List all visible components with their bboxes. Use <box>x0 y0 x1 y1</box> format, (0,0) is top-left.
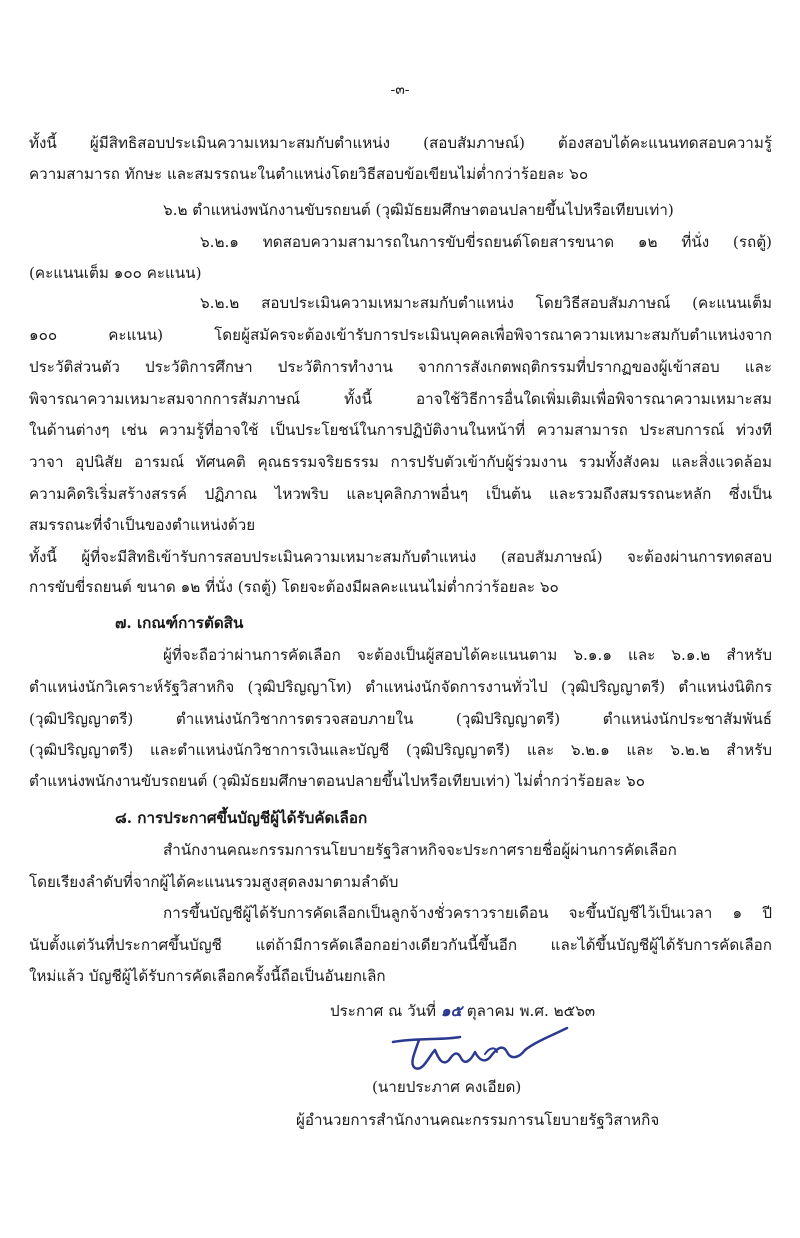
line-25: ใหม่แล้ว บัญชีผู้ได้รับการคัดเลือกครั้งนี้ถือเป็นอันยกเลิก <box>29 967 386 985</box>
section-7-heading: ๗. เกณฑ์การตัดสิน <box>115 614 244 632</box>
announcement-date <box>330 1001 595 1021</box>
line-6: ๖.๒.๒ สอบประเมินความเหมาะสมกับตำแหน่ง โดยวิธีสอบสัมภาษณ์ (คะแนนเต็ม <box>200 294 772 312</box>
line-22: โดยเรียงลำดับที่จากผู้ได้คะแนนรวมสูงสุดลงมาตามลำดับ <box>29 873 399 891</box>
line-24: นับตั้งแต่วันที่ประกาศขึ้นบัญชี แต่ถ้ามีการคัดเลือกอย่างเดียวกันนี้ขึ้นอีก และได้ขึ้นบัญชีผู้ได้รับการคัดเลือก <box>29 936 772 954</box>
line-16: ผู้ที่จะถือว่าผ่านการคัดเลือก จะต้องเป็นผู้สอบได้คะแนนตาม ๖.๑.๑ และ ๖.๑.๒ สำหรับ <box>163 646 772 664</box>
line-8: ประวัติส่วนตัว ประวัติการศึกษา ประวัติการทำงาน จากการสังเกตพฤติกรรมที่ปรากฏของผู้เข้าสอบ และ <box>29 358 772 376</box>
signatory-name: (นายประภาศ คงเอียด) <box>372 1078 522 1096</box>
section-8-heading: ๘. การประกาศขึ้นบัญชีผู้ได้รับคัดเลือก <box>115 809 368 827</box>
line-17: ตำแหน่งนักวิเคราะห์รัฐวิสาหกิจ (วุฒิปริญญาโท) ตำแหน่งนักจัดการงานทั่วไป (วุฒิปริญญาตรี) ตำแหน่งนิติกร <box>29 678 772 696</box>
line-19: (วุฒิปริญญาตรี) และตำแหน่งนักวิชาการเงินและบัญชี (วุฒิปริญญาตรี) และ ๖.๒.๑ และ ๖.๒.๒ สำหรับ <box>29 741 772 759</box>
line-11: วาจา อุปนิสัย อารมณ์ ทัศนคติ คุณธรรมจริยธรรม การปรับตัวเข้ากับผู้ร่วมงาน รวมทั้งสังคม และสิ่งแวดล้อม <box>29 453 772 471</box>
line-15: การขับขี่รถยนต์ ขนาด ๑๒ ที่นั่ง (รถตู้) โดยจะต้องมีผลคะแนนไม่ต่ำกว่าร้อยละ ๖๐ <box>29 578 559 596</box>
line-20: ตำแหน่งพนักงานขับรถยนต์ (วุฒิมัธยมศึกษาตอนปลายขึ้นไปหรือเทียบเท่า) ไม่ต่ำกว่าร้อยละ ๖๐ <box>29 772 645 790</box>
line-7: ๑๐๐ คะแนน) โดยผู้สมัครจะต้องเข้ารับการประเมินบุคคลเพื่อพิจารณาความเหมาะสมกับตำแหน่งจาก <box>29 326 772 344</box>
line-5: (คะแนนเต็ม ๑๐๐ คะแนน) <box>29 264 202 282</box>
line-9: พิจารณาความเหมาะสมจากการสัมภาษณ์ ทั้งนี้ อาจใช้วิธีการอื่นใดเพิ่มเติมเพื่อพิจารณาความเหมาะสม <box>29 390 772 408</box>
line-18: (วุฒิปริญญาตรี) ตำแหน่งนักวิชาการตรวจสอบภายใน (วุฒิปริญญาตรี) ตำแหน่งนักประชาสัมพันธ์ <box>29 710 772 728</box>
line-1: ทั้งนี้ ผู้มีสิทธิสอบประเมินความเหมาะสมกับตำแหน่ง (สอบสัมภาษณ์) ต้องสอบได้คะแนนทดสอบความรู้ <box>29 134 772 152</box>
line-2: ความสามารถ ทักษะ และสมรรถนะในตำแหน่งโดยวิธีสอบข้อเขียนไม่ต่ำกว่าร้อยละ ๖๐ <box>29 165 589 183</box>
line-14: ทั้งนี้ ผู้ที่จะมีสิทธิเข้ารับการสอบประเมินความเหมาะสมกับตำแหน่ง (สอบสัมภาษณ์) จะต้องผ่านการทดสอบ <box>29 548 772 566</box>
announcement-suffix: ตุลาคม พ.ศ. ๒๕๖๓ <box>466 1002 596 1020</box>
signatory-title: ผู้อำนวยการสำนักงานคณะกรรมการนโยบายรัฐวิสาหกิจ <box>296 1111 660 1129</box>
line-12: ความคิดริเริ่มสร้างสรรค์ ปฏิภาณ ไหวพริบ และบุคลิกภาพอื่นๆ เป็นต้น และรวมถึงสมรรถนะหลัก ซึ่งเป็น <box>29 485 772 503</box>
announcement-day: ๑๕ <box>440 1002 462 1020</box>
line-21: สำนักงานคณะกรรมการนโยบายรัฐวิสาหกิจจะประกาศรายชื่อผู้ผ่านการคัดเลือก <box>163 841 677 859</box>
line-23: การขึ้นบัญชีผู้ได้รับการคัดเลือกเป็นลูกจ้างชั่วคราวรายเดือน จะขึ้นบัญชีไว้เป็นเวลา ๑ ปี <box>163 904 772 922</box>
line-3: ๖.๒ ตำแหน่งพนักงานขับรถยนต์ (วุฒิมัธยมศึกษาตอนปลายขึ้นไปหรือเทียบเท่า) <box>163 201 674 219</box>
line-4: ๖.๒.๑ ทดสอบความสามารถในการขับขี่รถยนต์โดยสารขนาด ๑๒ ที่นั่ง (รถตู้) <box>200 233 772 251</box>
line-13: สมรรถนะที่จำเป็นของตำแหน่งด้วย <box>29 516 256 534</box>
page-number: -๓- <box>390 82 410 98</box>
announcement-prefix: ประกาศ ณ วันที่ <box>330 1002 436 1020</box>
signature-image <box>385 1020 575 1080</box>
line-10: ในด้านต่างๆ เช่น ความรู้ที่อาจใช้ เป็นประโยชน์ในการปฏิบัติงานในหน้าที่ ความสามารถ ประสบการณ์ ท่วงที <box>29 421 772 439</box>
